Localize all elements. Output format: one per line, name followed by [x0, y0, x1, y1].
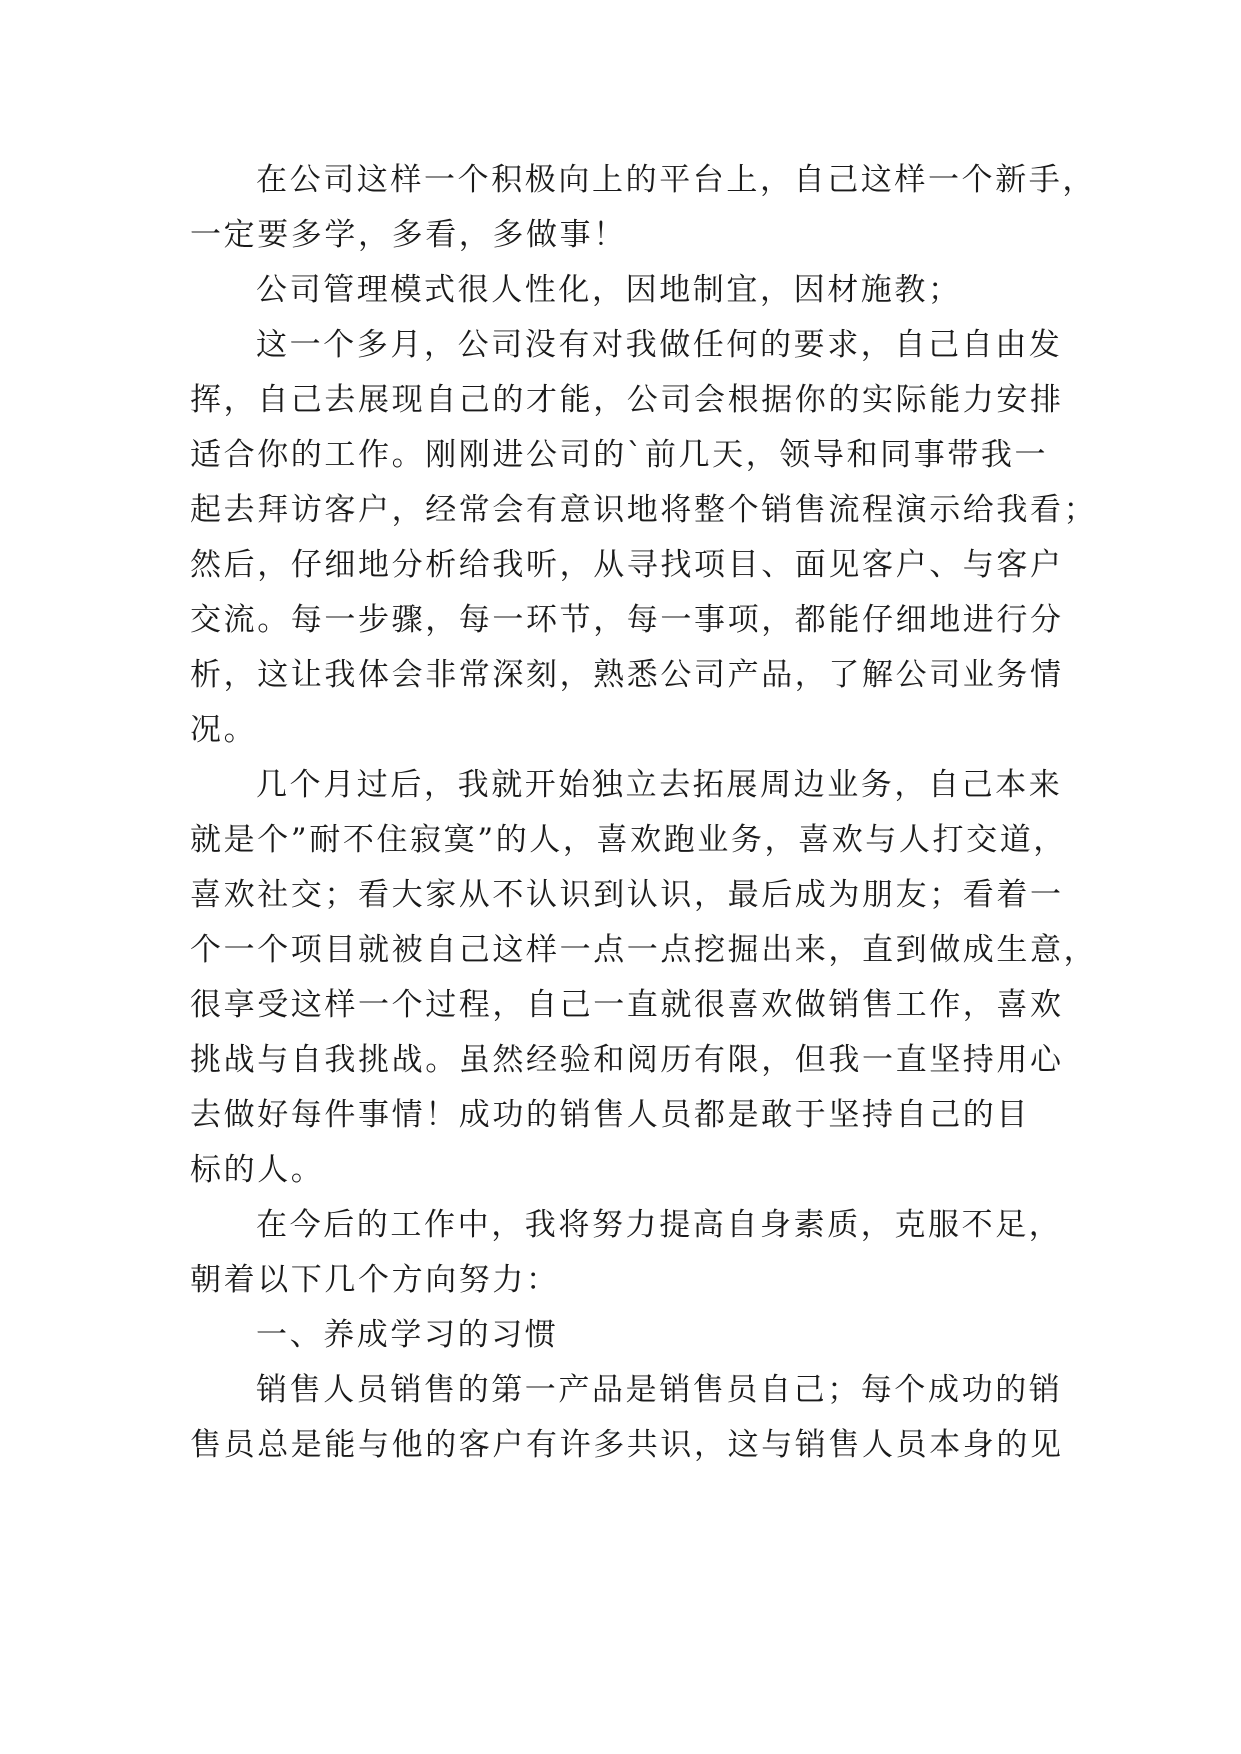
section-heading: 一、养成学习的习惯 [256, 1317, 559, 1353]
text-line: 起去拜访客户，经常会有意识地将整个销售流程演示给我看； [190, 492, 1098, 528]
text-line: 公司管理模式很人性化，因地制宜，因材施教； [256, 272, 962, 308]
text-line: 这一个多月，公司没有对我做任何的要求，自己自由发 [256, 327, 1063, 363]
text-line: 售员总是能与他的客户有许多共识，这与销售人员本身的见 [190, 1427, 1064, 1463]
text-line: 销售人员销售的第一产品是销售员自己；每个成功的销 [256, 1372, 1063, 1408]
text-line: 在公司这样一个积极向上的平台上，自己这样一个新手， [256, 162, 1096, 198]
text-line: 很享受这样一个过程，自己一直就很喜欢做销售工作，喜欢 [190, 987, 1064, 1023]
text-line: 适合你的工作。刚刚进公司的`前几天，领导和同事带我一 [190, 437, 1049, 473]
text-line: 交流。每一步骤，每一环节，每一事项，都能仔细地进行分 [190, 602, 1064, 638]
text-line: 然后，仔细地分析给我听，从寻找项目、面见客户、与客户 [190, 547, 1064, 583]
text-line: 几个月过后，我就开始独立去拓展周边业务，自己本来 [256, 767, 1063, 803]
text-line: 朝着以下几个方向努力： [190, 1262, 560, 1298]
text-line: 在今后的工作中，我将努力提高自身素质，克服不足， [256, 1207, 1063, 1243]
text-line: 个一个项目就被自己这样一点一点挖掘出来，直到做成生意， [190, 932, 1098, 968]
text-line: 析，这让我体会非常深刻，熟悉公司产品，了解公司业务情 [190, 657, 1064, 693]
text-line: 去做好每件事情！成功的销售人员都是敢于坚持自己的目 [190, 1097, 1030, 1133]
text-line: 挥，自己去展现自己的才能，公司会根据你的实际能力安排 [190, 382, 1064, 418]
text-line: 就是个”耐不住寂寞”的人，喜欢跑业务，喜欢与人打交道， [190, 822, 1067, 858]
text-line: 喜欢社交；看大家从不认识到认识，最后成为朋友；看着一 [190, 877, 1064, 913]
text-line: 一定要多学，多看，多做事！ [190, 217, 627, 253]
text-line: 标的人。 [190, 1152, 325, 1188]
text-line: 况。 [190, 712, 258, 748]
text-line: 挑战与自我挑战。虽然经验和阅历有限，但我一直坚持用心 [190, 1042, 1064, 1078]
